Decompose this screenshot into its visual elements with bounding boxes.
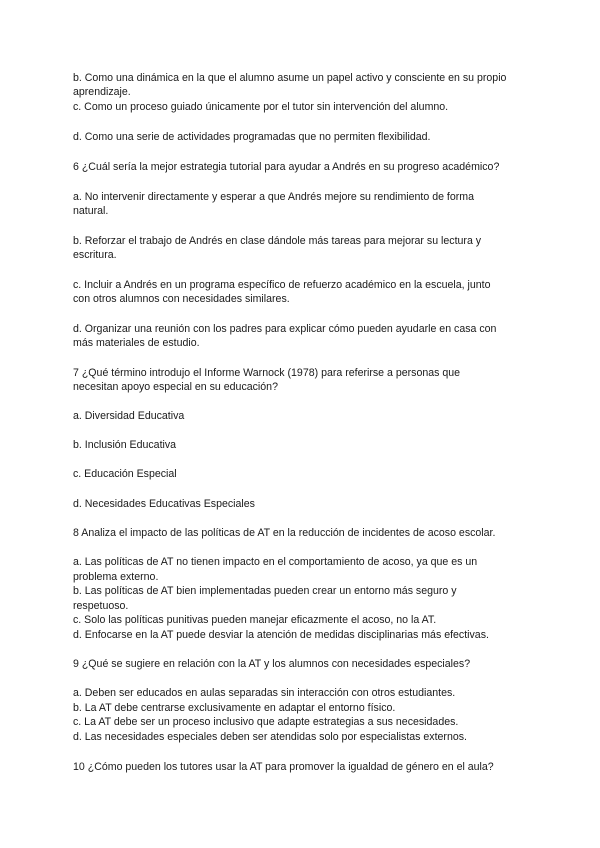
- q8-option-b: b. Las políticas de AT bien implementadas pueden crear un entorno más seguro y: [73, 585, 457, 597]
- q5-option-b-cont: aprendizaje.: [73, 86, 131, 98]
- q9-option-d: d. Las necesidades especiales deben ser atendidas solo por especialistas externos.: [73, 731, 467, 743]
- question-7: 7 ¿Qué término introdujo el Informe Warnock (1978) para referirse a personas que: [73, 367, 461, 379]
- q8-option-a: a. Las políticas de AT no tienen impacto en el comportamiento de acoso, ya que es un: [73, 556, 478, 568]
- q6-option-c: c. Incluir a Andrés en un programa específico de refuerzo académico en la escuela, junto: [73, 279, 491, 291]
- question-9: 9 ¿Qué se sugiere en relación con la AT y los alumnos con necesidades especiales?: [73, 658, 471, 670]
- q6-option-b-cont: escritura.: [73, 249, 117, 261]
- q6-option-c-cont: con otros alumnos con necesidades similares.: [73, 293, 290, 305]
- q6-option-a: a. No intervenir directamente y esperar a que Andrés mejore su rendimiento de forma: [73, 191, 474, 203]
- q6-option-b: b. Reforzar el trabajo de Andrés en clase dándole más tareas para mejorar su lectura y: [73, 235, 482, 247]
- q9-option-a: a. Deben ser educados en aulas separadas sin interacción con otros estudiantes.: [73, 687, 456, 699]
- q5-option-b: b. Como una dinámica en la que el alumno asume un papel activo y consciente en su propio: [73, 72, 507, 84]
- q6-option-d-cont: más materiales de estudio.: [73, 337, 200, 349]
- q6-option-a-cont: natural.: [73, 205, 109, 217]
- question-10: 10 ¿Cómo pueden los tutores usar la AT para promover la igualdad de género en el aula?: [73, 761, 494, 773]
- q8-option-a-cont: problema externo.: [73, 571, 159, 583]
- q8-option-d: d. Enfocarse en la AT puede desviar la atención de medidas disciplinarias más efectivas.: [73, 629, 489, 641]
- question-7-cont: necesitan apoyo especial en su educación?: [73, 381, 278, 393]
- q6-option-d: d. Organizar una reunión con los padres para explicar cómo pueden ayudarle en casa con: [73, 323, 497, 335]
- q9-option-c: c. La AT debe ser un proceso inclusivo que adapte estrategias a sus necesidades.: [73, 716, 459, 728]
- q5-option-d: d. Como una serie de actividades programadas que no permiten flexibilidad.: [73, 131, 431, 143]
- q7-option-b: b. Inclusión Educativa: [73, 439, 177, 451]
- q8-option-b-cont: respetuoso.: [73, 600, 129, 612]
- q5-option-c: c. Como un proceso guiado únicamente por el tutor sin intervención del alumno.: [73, 101, 449, 113]
- question-6: 6 ¿Cuál sería la mejor estrategia tutorial para ayudar a Andrés en su progreso académico?: [73, 161, 500, 173]
- question-8: 8 Analiza el impacto de las políticas de AT en la reducción de incidentes de acoso escolar.: [73, 527, 496, 539]
- q7-option-c: c. Educación Especial: [73, 468, 177, 480]
- q7-option-a: a. Diversidad Educativa: [73, 410, 185, 422]
- q8-option-c: c. Solo las políticas punitivas pueden manejar eficazmente el acoso, no la AT.: [73, 614, 437, 626]
- q9-option-b: b. La AT debe centrarse exclusivamente en adaptar el entorno físico.: [73, 702, 396, 714]
- q7-option-d: d. Necesidades Educativas Especiales: [73, 498, 255, 510]
